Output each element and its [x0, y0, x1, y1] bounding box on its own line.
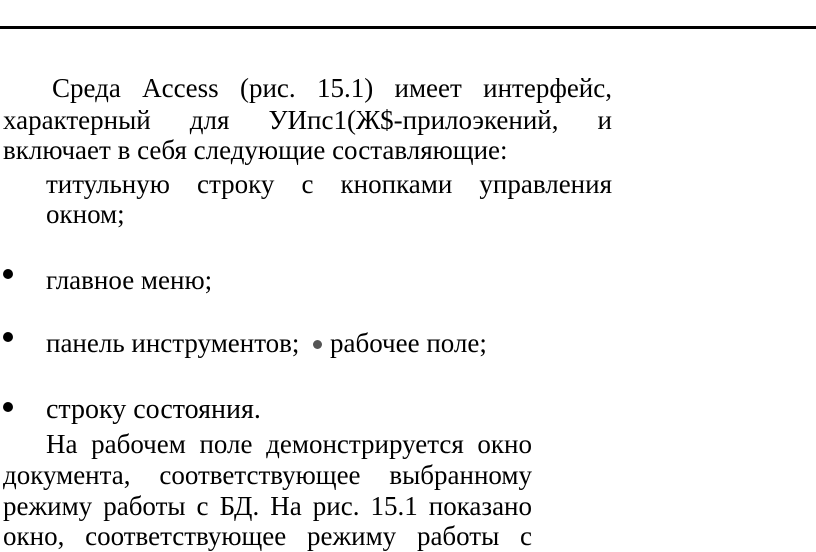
paragraph-2-line-4: окно, соответствующее режиму работы с: [3, 521, 532, 551]
bullet-icon: [3, 332, 13, 342]
list-item-title-bar-line-2: окном;: [46, 199, 125, 229]
list-item-work-area: рабочее поле;: [330, 328, 487, 358]
list-item-main-menu: главное меню;: [46, 265, 213, 295]
bullet-icon: [313, 340, 322, 349]
list-item-status-bar: строку состояния.: [46, 394, 261, 425]
bullet-icon: [3, 269, 13, 279]
paragraph-2-line-1: На рабочем поле демонстрируется окно: [46, 429, 532, 459]
list-item-title-bar-line-1: титульную строку с кнопками управления: [46, 169, 612, 199]
paragraph-1-line-1: Среда Access (рис. 15.1) имеет интерфейс,: [52, 73, 612, 103]
top-horizontal-rule: [0, 26, 816, 29]
paragraph-1-line-2: характерный для УИпс1(Ж$-прилоэкений, и: [3, 105, 612, 135]
list-item-toolbar: панель инструментов;: [46, 328, 300, 358]
paragraph-2-line-2: документа, соответствующее выбранному: [3, 460, 532, 490]
paragraph-1-line-3: включает в себя следующие составляющие:: [3, 135, 508, 165]
paragraph-2-line-3: режиму работы с БД. На рис. 15.1 показано: [3, 491, 532, 521]
bullet-icon: [3, 402, 13, 412]
